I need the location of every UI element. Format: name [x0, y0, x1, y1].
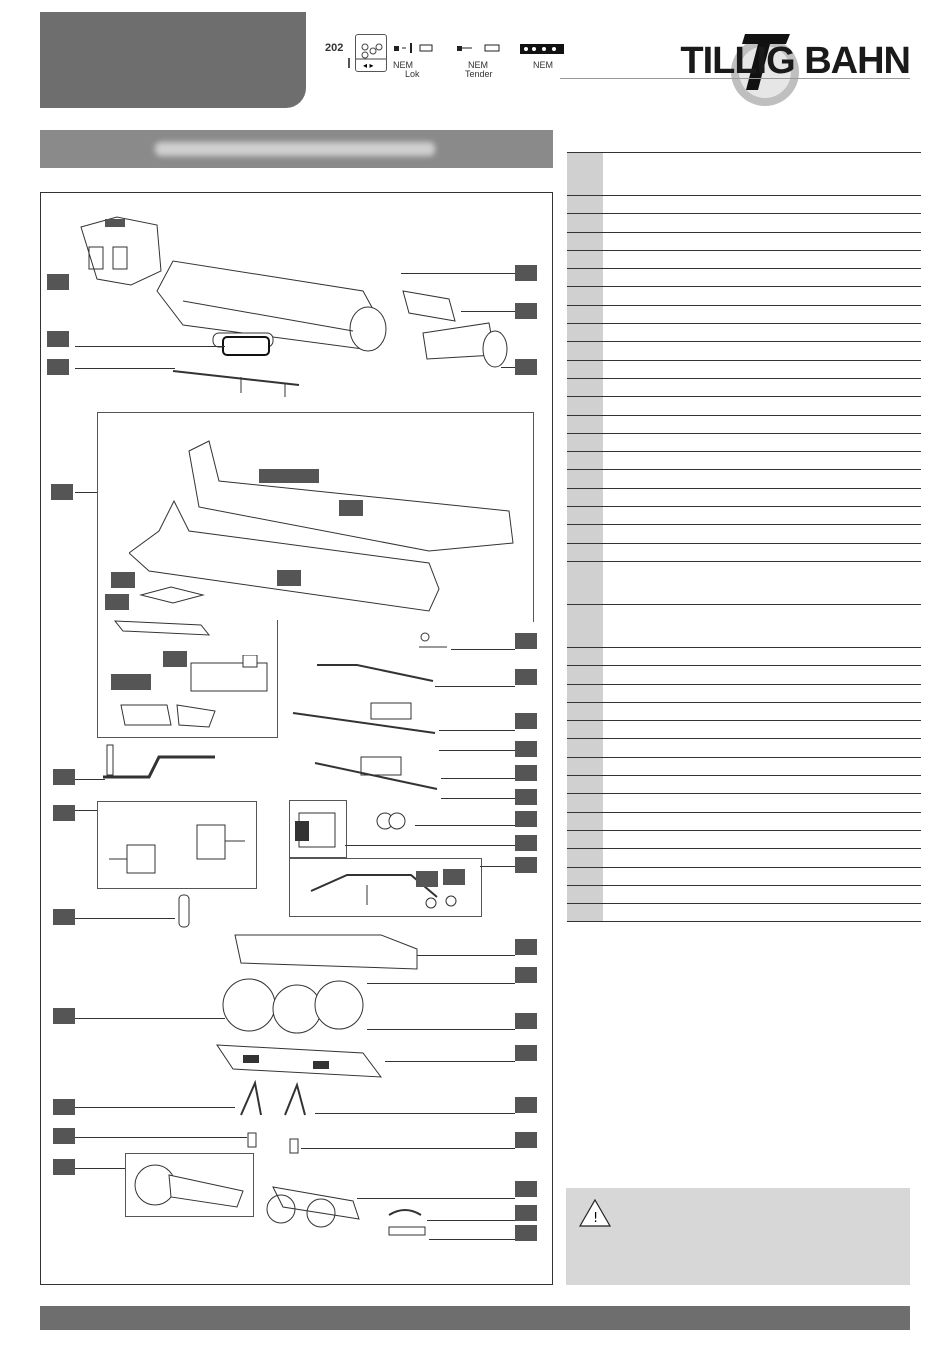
part-label — [443, 869, 465, 885]
leader-line — [439, 750, 515, 751]
parts-table-row — [567, 544, 921, 562]
svg-text:◂ ▸: ◂ ▸ — [363, 61, 374, 70]
item-marker — [348, 58, 350, 68]
part-label — [53, 1008, 75, 1024]
leading-bogie-drawing — [133, 1159, 249, 1213]
screw-drawing — [423, 893, 467, 913]
part-label — [515, 359, 537, 375]
leader-line — [75, 492, 97, 493]
part-label — [515, 1205, 537, 1221]
parts-table-number-cell — [567, 562, 603, 604]
leader-line — [75, 779, 105, 780]
parts-table-number-cell — [567, 776, 603, 793]
parts-table-row — [567, 452, 921, 470]
parts-table-row — [567, 251, 921, 269]
parts-table-number-cell — [567, 452, 603, 469]
gearbox-drawing — [293, 807, 343, 853]
parts-table-row — [567, 794, 921, 812]
parts-table-row — [567, 758, 921, 776]
parts-table-number-cell — [567, 342, 603, 359]
nem-label: NEM — [393, 60, 413, 70]
parts-table-number-cell — [567, 434, 603, 451]
part-label — [515, 633, 537, 649]
part-label — [51, 484, 73, 500]
parts-table-number-cell — [567, 703, 603, 720]
parts-table-number-cell — [567, 269, 603, 286]
parts-table-row — [567, 813, 921, 831]
valve-gear-right-drawing — [311, 753, 441, 797]
valve-gear-left-drawing — [289, 701, 439, 741]
part-label — [515, 765, 537, 781]
bracket-drawing — [111, 611, 215, 641]
part-label — [515, 1132, 537, 1148]
parts-table-row — [567, 685, 921, 703]
parts-table-row — [567, 831, 921, 849]
parts-table-row — [567, 648, 921, 666]
leader-line — [75, 1168, 125, 1169]
parts-table-row — [567, 306, 921, 324]
parts-table-number-cell — [567, 416, 603, 433]
leader-line — [451, 649, 515, 650]
part-label — [47, 359, 69, 375]
screw-left-drawing — [245, 1131, 259, 1151]
front-beam-drawing — [419, 319, 514, 375]
leader-line — [427, 1220, 515, 1221]
parts-table-row — [567, 507, 921, 525]
part-label — [515, 967, 537, 983]
parts-table-number-cell — [567, 507, 603, 524]
part-label — [163, 651, 187, 667]
parts-table-row — [567, 434, 921, 452]
logo-text: TILLIG BAHN — [680, 40, 910, 82]
piping-drawing — [99, 741, 219, 787]
parts-table-number-cell — [567, 361, 603, 378]
part-label — [53, 1099, 75, 1115]
leader-line — [367, 1029, 515, 1030]
tender-label: Tender — [465, 69, 493, 79]
leader-line — [75, 368, 175, 369]
leader-line — [75, 1018, 225, 1019]
leader-line — [315, 1113, 515, 1114]
parts-table-number-cell — [567, 379, 603, 396]
chassis-block-drawing — [231, 923, 421, 977]
parts-table-number-cell — [567, 306, 603, 323]
parts-table-row — [567, 666, 921, 684]
boiler-drawing — [153, 251, 393, 355]
parts-table-row — [567, 776, 921, 794]
part-label — [515, 669, 537, 685]
leader-line — [435, 686, 515, 687]
parts-table-row — [567, 361, 921, 379]
motor-drawing — [105, 815, 251, 885]
parts-table-number-cell — [567, 648, 603, 665]
lok-label: Lok — [405, 69, 420, 79]
parts-table-row — [567, 470, 921, 488]
part-label — [277, 570, 301, 586]
leader-line — [357, 1198, 515, 1199]
part-label — [515, 811, 537, 827]
parts-table-row — [567, 849, 921, 867]
parts-table-row — [567, 721, 921, 739]
parts-table-row — [567, 196, 921, 214]
leader-line — [75, 346, 225, 347]
part-label — [515, 857, 537, 873]
leader-line — [75, 1137, 247, 1138]
parts-table-number-cell — [567, 544, 603, 561]
parts-table-number-cell — [567, 794, 603, 811]
leader-line — [501, 367, 515, 368]
parts-table-number-cell — [567, 868, 603, 885]
parts-table-row — [567, 739, 921, 757]
part-label — [53, 1159, 75, 1175]
parts-table-number-cell — [567, 287, 603, 304]
leader-line — [439, 730, 515, 731]
leader-line — [480, 866, 515, 867]
parts-table-number-cell — [567, 525, 603, 542]
part-label — [339, 500, 363, 516]
leader-line — [429, 1239, 515, 1240]
parts-table-row — [567, 605, 921, 648]
decoder-holder-drawing — [187, 655, 273, 695]
leader-line — [75, 1107, 235, 1108]
part-label — [515, 835, 537, 851]
leader-line — [415, 825, 515, 826]
scale-icon — [355, 34, 387, 72]
brake-shoes-drawing — [235, 1079, 315, 1119]
part-label — [515, 741, 537, 757]
parts-table-number-cell — [567, 721, 603, 738]
part-label — [515, 1013, 537, 1029]
part-label — [111, 572, 135, 588]
parts-table-number-cell — [567, 813, 603, 830]
leader-line — [441, 778, 515, 779]
parts-table-number-cell — [567, 831, 603, 848]
leader-line — [345, 845, 515, 846]
warning-box — [566, 1188, 910, 1285]
part-label — [515, 303, 537, 319]
parts-table-row — [567, 214, 921, 232]
parts-list-table — [567, 152, 921, 922]
parts-table-row — [567, 886, 921, 904]
part-label — [53, 769, 75, 785]
window-glass-drawing — [219, 333, 273, 359]
parts-table-row — [567, 562, 921, 605]
parts-table-number-cell — [567, 886, 603, 903]
title-band — [40, 130, 553, 168]
part-label — [515, 1225, 537, 1241]
parts-table-number-cell — [567, 489, 603, 506]
leader-line — [75, 918, 175, 919]
leader-line — [385, 1061, 515, 1062]
brake-lever-drawing — [415, 629, 451, 653]
parts-table-row — [567, 904, 921, 922]
small-plate-drawing — [137, 583, 207, 605]
parts-table-row — [567, 342, 921, 360]
parts-table-row — [567, 269, 921, 287]
drive-wheelset-drawing — [221, 973, 367, 1037]
coupler-drawing — [385, 1223, 429, 1239]
exclamation-triangle-icon — [578, 1198, 612, 1228]
parts-table-row — [567, 703, 921, 721]
nem-tender-label: NEM — [468, 60, 488, 70]
part-label — [515, 713, 537, 729]
leader-line — [461, 311, 515, 312]
part-label — [111, 674, 151, 690]
part-label — [53, 1128, 75, 1144]
part-label — [53, 805, 75, 821]
part-label — [515, 939, 537, 955]
parts-table-number-cell — [567, 904, 603, 921]
parts-table-number-cell — [567, 214, 603, 231]
header-tab — [40, 12, 306, 108]
parts-table-row — [567, 287, 921, 305]
leader-line — [417, 955, 515, 956]
parts-table-row — [567, 489, 921, 507]
parts-table-number-cell — [567, 605, 603, 647]
item-number: 202 — [325, 42, 344, 54]
parts-table-row — [567, 153, 921, 196]
leader-line — [367, 983, 515, 984]
parts-table-row — [567, 525, 921, 543]
part-label — [515, 265, 537, 281]
parts-table-row — [567, 233, 921, 251]
parts-table-number-cell — [567, 758, 603, 775]
parts-table-number-cell — [567, 470, 603, 487]
parts-table-row — [567, 868, 921, 886]
footer-bar — [40, 1306, 910, 1330]
leader-line — [301, 1148, 515, 1149]
pin-drawing — [173, 893, 197, 933]
parts-table-row — [567, 324, 921, 342]
parts-table-row — [567, 397, 921, 415]
parts-table-number-cell — [567, 153, 603, 195]
parts-table-number-cell — [567, 324, 603, 341]
cab-drawing — [69, 211, 165, 291]
part-label — [53, 909, 75, 925]
brake-rod-drawing — [313, 659, 435, 689]
part-label — [105, 594, 129, 610]
exploded-view-frame — [40, 192, 553, 1285]
part-label — [515, 1097, 537, 1113]
parts-table-number-cell — [567, 397, 603, 414]
leader-line — [401, 273, 515, 274]
part-label — [47, 331, 69, 347]
part-label — [515, 1181, 537, 1197]
trailing-bogie-drawing — [263, 1179, 367, 1235]
parts-table-number-cell — [567, 666, 603, 683]
bracket-pair-drawing — [117, 697, 221, 731]
leader-line — [441, 798, 515, 799]
parts-table-row — [567, 379, 921, 397]
nem-right-label: NEM — [533, 60, 553, 70]
parts-table-number-cell — [567, 233, 603, 250]
part-label — [416, 871, 438, 887]
parts-table-number-cell — [567, 849, 603, 866]
coupler-hook-drawing — [385, 1203, 427, 1225]
parts-table-row — [567, 416, 921, 434]
part-label — [515, 789, 537, 805]
cylinder-set-drawing — [375, 811, 415, 831]
coupler-icons — [392, 40, 582, 60]
svg-text:!: ! — [593, 1211, 599, 1226]
part-label — [47, 274, 69, 290]
part-label — [515, 1045, 537, 1061]
parts-table-number-cell — [567, 251, 603, 268]
parts-table-number-cell — [567, 739, 603, 756]
leader-line — [75, 810, 97, 811]
parts-table-number-cell — [567, 685, 603, 702]
screw-right-drawing — [287, 1137, 301, 1157]
handrail-drawing — [171, 365, 301, 399]
parts-table-number-cell — [567, 196, 603, 213]
